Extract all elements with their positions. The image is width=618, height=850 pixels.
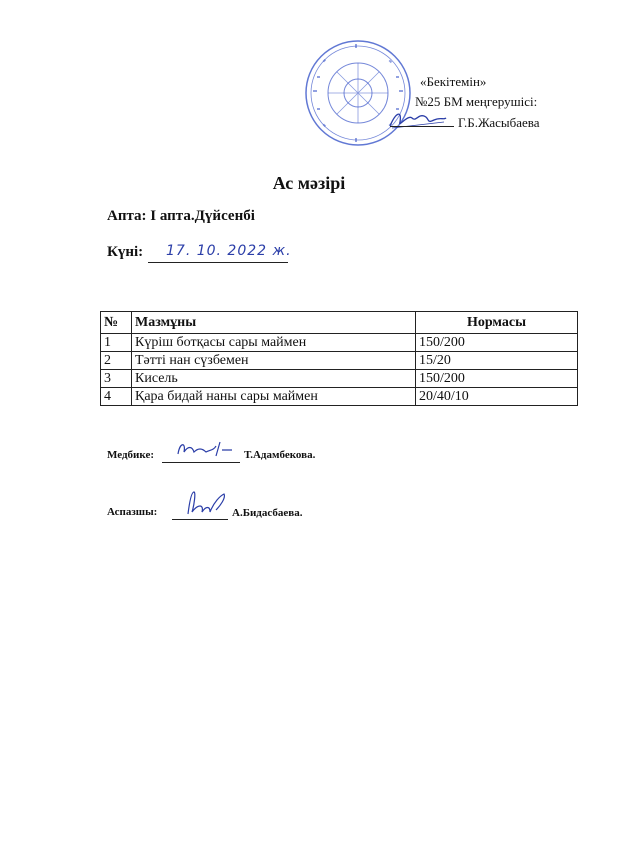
row-norm: 150/200 — [416, 334, 578, 352]
header-norm: Нормасы — [416, 312, 578, 334]
row-number: 3 — [101, 370, 132, 388]
date-value: 17. 10. 2022 ж. — [166, 243, 292, 259]
page-title: Ас мәзірі — [272, 173, 346, 193]
head-signature — [386, 108, 448, 132]
table-row — [101, 352, 578, 370]
table-row — [101, 334, 578, 352]
table-header-row — [101, 312, 578, 334]
header-number: № — [101, 312, 132, 334]
row-number: 4 — [101, 388, 132, 406]
row-dish: Тәтті нан сүзбемен — [132, 352, 416, 370]
row-number: 1 — [101, 334, 132, 352]
row-norm: 15/20 — [416, 352, 578, 370]
date-underline — [148, 262, 288, 263]
cook-label: Аспазшы: — [107, 506, 158, 518]
row-number: 2 — [101, 352, 132, 370]
approval-line-1: «Бекітемін» — [420, 74, 487, 89]
menu-table — [100, 311, 578, 406]
head-signature-line — [390, 126, 454, 127]
cook-signature-line — [172, 519, 228, 520]
table-row — [101, 388, 578, 406]
row-norm: 150/200 — [416, 370, 578, 388]
nurse-name: Т.Адамбекова. — [244, 449, 316, 461]
header-content: Мазмұны — [132, 312, 416, 334]
nurse-label: Медбике: — [107, 449, 154, 461]
row-dish: Кисель — [132, 370, 416, 388]
head-name: Г.Б.Жасыбаева — [458, 115, 540, 130]
nurse-signature-line — [162, 462, 240, 463]
nurse-signature — [172, 438, 236, 462]
row-dish: Күріш ботқасы сары маймен — [132, 334, 416, 352]
approval-line-2: №25 БМ меңгерушісі: — [415, 94, 538, 109]
cook-name: А.Бидасбаева. — [232, 507, 303, 519]
week-line: Апта: І апта.Дүйсенбі — [107, 208, 255, 224]
cook-signature — [180, 488, 232, 520]
date-label: Күні: — [107, 244, 144, 260]
table-row — [101, 370, 578, 388]
row-dish: Қара бидай наны сары маймен — [132, 388, 416, 406]
row-norm: 20/40/10 — [416, 388, 578, 406]
